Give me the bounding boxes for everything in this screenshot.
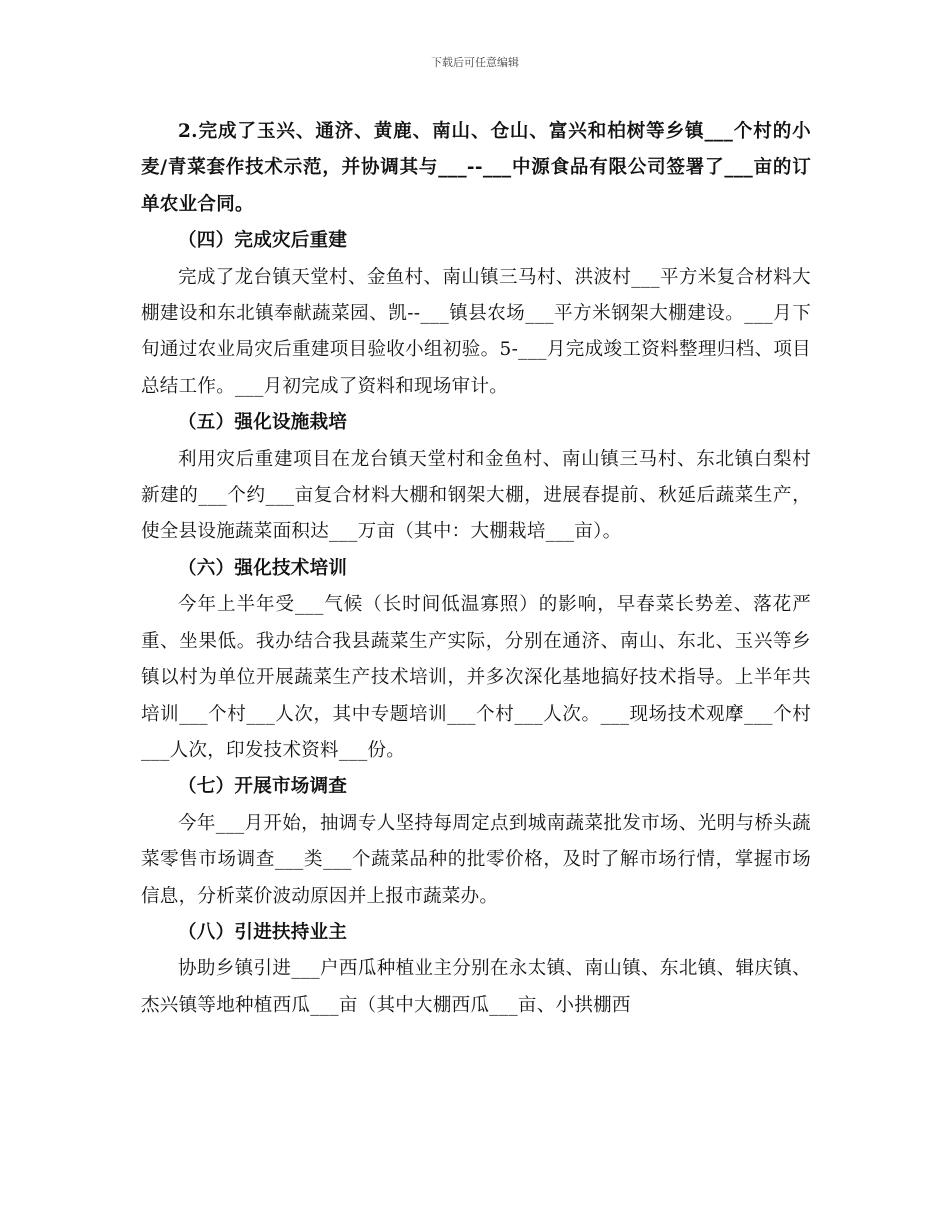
section-heading-8: （八）引进扶持业主	[178, 921, 348, 943]
paragraph-demonstration: 2.完成了玉兴、通济、黄鹿、南山、仓山、富兴和柏树等乡镇___个村的小麦/青菜套作技术示范，并协调其与___--___中源食品有限公司签署了___亩的订单农业合同。	[141, 121, 811, 215]
section-heading-4: （四）完成灾后重建	[178, 230, 348, 252]
section-heading-7: （七）开展市场调查	[178, 776, 348, 798]
paragraph-reconstruction: 完成了龙台镇天堂村、金鱼村、南山镇三马村、洪波村___平方米复合材料大棚建设和东北镇奉献蔬菜园、凯--___镇县农场___平方米钢架大棚建设。___月下旬通过农业局灾后重建项目验收小组初验。5-___月完成竣工资料整理归档、项目总结工作。___月初完成了资料和现场审计。	[141, 266, 811, 397]
page-header: 下载后可任意编辑	[431, 56, 519, 69]
paragraph-technical-training: 今年上半年受___气候（长时间低温寡照）的影响，早春菜长势差、落花严重、坐果低。我办结合我县蔬菜生产实际，分别在通济、南山、东北、玉兴等乡镇以村为单位开展蔬菜生产技术培训，并多次深化基地搞好技术指导。上半年共培训___个村___人次，其中专题培训___个村___人次。___现场技术观摩___个村___人次，印发技术资料___份。	[141, 594, 811, 761]
paragraph-facility-cultivation: 利用灾后重建项目在龙台镇天堂村和金鱼村、南山镇三马村、东北镇白梨村新建的___个约___亩复合材料大棚和钢架大棚，进展春提前、秋延后蔬菜生产，使全县设施蔬菜面积达___万亩（其中：大棚栽培___亩）。	[141, 448, 811, 543]
paragraph-market-survey: 今年___月开始，抽调专人坚持每周定点到城南蔬菜批发市场、光明与桥头蔬菜零售市场调查___类___个蔬菜品种的批零价格，及时了解市场行情，掌握市场信息，分析菜价波动原因并上报市蔬菜办。	[141, 812, 811, 907]
paragraph-business-support: 协助乡镇引进___户西瓜种植业主分别在永太镇、南山镇、东北镇、辑庆镇、杰兴镇等地种植西瓜___亩（其中大棚西瓜___亩、小拱棚西	[141, 958, 811, 1016]
document-body	[141, 114, 811, 1024]
section-heading-5: （五）强化设施栽培	[178, 412, 348, 434]
section-heading-6: （六）强化技术培训	[178, 557, 348, 579]
